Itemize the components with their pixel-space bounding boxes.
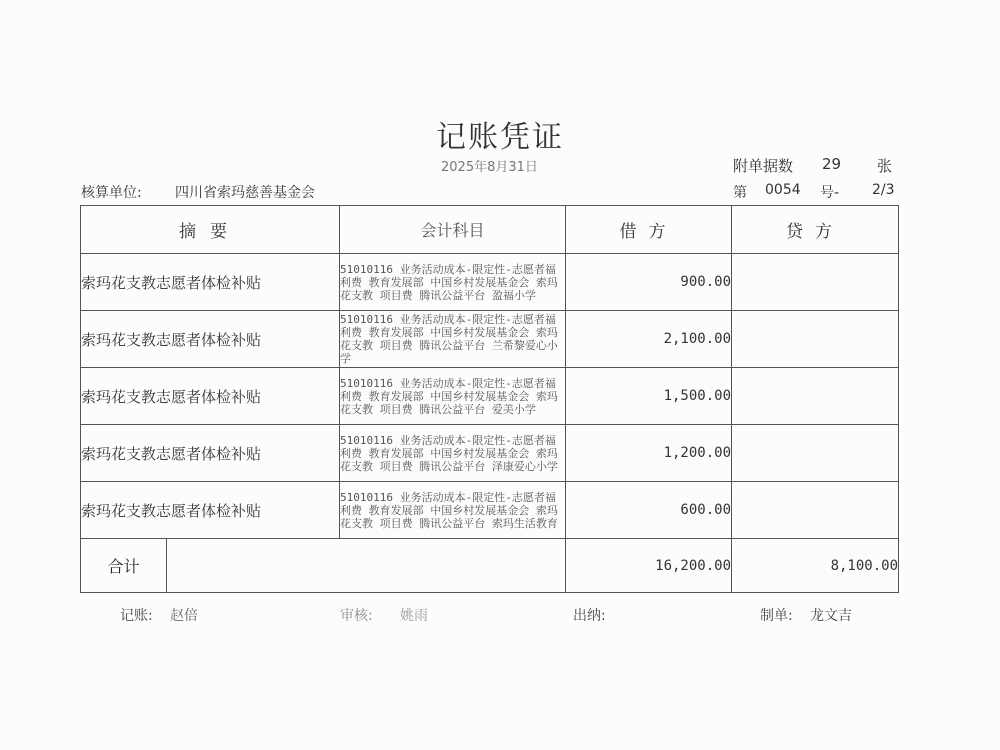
- voucher-number-prefix: 第: [733, 185, 747, 201]
- header-credit: 贷方: [732, 206, 899, 254]
- table-row: [81, 368, 899, 425]
- total-row: [81, 539, 899, 593]
- row-summary: 索玛花支教志愿者体检补贴: [81, 368, 340, 425]
- row-credit: [732, 425, 899, 482]
- attachments-label: 附单据数: [733, 157, 794, 175]
- voucher-page-number: 2/3: [872, 182, 895, 198]
- total-blank: [167, 539, 565, 592]
- reviewer-label: 审核:: [340, 608, 373, 624]
- row-summary: 索玛花支教志愿者体检补贴: [81, 311, 340, 368]
- attachments-unit: 张: [877, 157, 893, 175]
- total-label: 合计: [81, 539, 167, 592]
- row-credit: [732, 311, 899, 368]
- row-summary: 索玛花支教志愿者体检补贴: [81, 254, 340, 311]
- table-row: [81, 311, 899, 368]
- row-credit: [732, 482, 899, 539]
- total-debit: 16,200.00: [566, 539, 732, 593]
- voucher-title: 记账凭证: [436, 120, 564, 155]
- table-row: [81, 254, 899, 311]
- row-debit: 900.00: [566, 254, 732, 311]
- row-debit: 2,100.00: [566, 311, 732, 368]
- voucher-number-suffix: 号-: [820, 185, 840, 201]
- bookkeeper-label: 记账:: [120, 608, 153, 624]
- attachments-count: 29: [822, 155, 842, 173]
- accounting-unit-name: 四川省索玛慈善基金会: [175, 185, 315, 201]
- header-account: 会计科目: [340, 206, 566, 254]
- voucher-table: [80, 205, 899, 593]
- total-label-cell: [81, 539, 566, 593]
- voucher-number: 0054: [765, 182, 801, 198]
- preparer-name: 龙文吉: [810, 608, 852, 624]
- row-account: 51010116 业务活动成本-限定性-志愿者福利费 教育发展部 中国乡村发展基金会 索玛花支教 项目费 腾讯公益平台 索玛生活教育: [340, 482, 566, 539]
- accounting-unit-label: 核算单位:: [81, 185, 142, 201]
- preparer-label: 制单:: [760, 608, 793, 624]
- row-account: 51010116 业务活动成本-限定性-志愿者福利费 教育发展部 中国乡村发展基金会 索玛花支教 项目费 腾讯公益平台 兰希黎爱心小学: [340, 311, 566, 368]
- row-debit: 600.00: [566, 482, 732, 539]
- header-debit: 借方: [566, 206, 732, 254]
- row-summary: 索玛花支教志愿者体检补贴: [81, 425, 340, 482]
- row-summary: 索玛花支教志愿者体检补贴: [81, 482, 340, 539]
- table-row: [81, 425, 899, 482]
- reviewer-name: 姚雨: [400, 608, 428, 624]
- cashier-label: 出纳:: [573, 608, 606, 624]
- row-debit: 1,500.00: [566, 368, 732, 425]
- row-account: 51010116 业务活动成本-限定性-志愿者福利费 教育发展部 中国乡村发展基金会 索玛花支教 项目费 腾讯公益平台 泽康爱心小学: [340, 425, 566, 482]
- header-summary: 摘要: [81, 206, 340, 254]
- row-credit: [732, 368, 899, 425]
- voucher-date: 2025年8月31日: [441, 160, 538, 175]
- table-header-row: [81, 206, 899, 254]
- total-credit: 8,100.00: [732, 539, 899, 593]
- bookkeeper-name: 赵倍: [170, 608, 198, 624]
- row-account: 51010116 业务活动成本-限定性-志愿者福利费 教育发展部 中国乡村发展基金会 索玛花支教 项目费 腾讯公益平台 盈福小学: [340, 254, 566, 311]
- table-row: [81, 482, 899, 539]
- row-debit: 1,200.00: [566, 425, 732, 482]
- row-account: 51010116 业务活动成本-限定性-志愿者福利费 教育发展部 中国乡村发展基金会 索玛花支教 项目费 腾讯公益平台 爱美小学: [340, 368, 566, 425]
- row-credit: [732, 254, 899, 311]
